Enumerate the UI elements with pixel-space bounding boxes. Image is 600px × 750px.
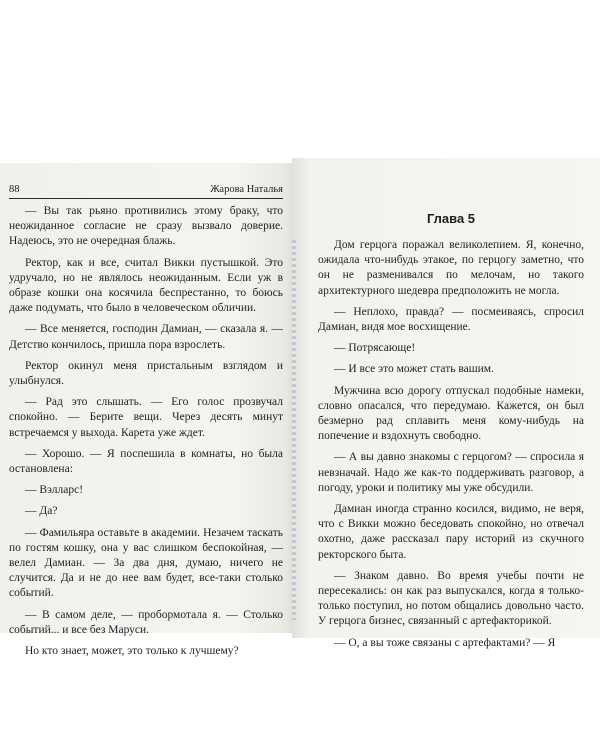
paragraph: — И все это может стать вашим. — [334, 363, 494, 376]
paragraph: — Вэлларс! — [25, 484, 84, 497]
paragraph: Но кто знает, может, это только к лучшему? — [25, 645, 239, 658]
paragraph: — Потрясающе! — [334, 342, 416, 355]
paragraph: — Рад это слышать. — Его голос прозвучал спокойно. — Берите вещи. Через десять минут встречаемся у выхода. Карета уже ждет. — [9, 396, 283, 439]
paragraph: — О, а вы тоже связаны с артефактами? — Я — [334, 636, 556, 649]
paragraph: — В самом деле, — пробормотала я. — Столько событий... и все без Маруси. — [9, 608, 283, 636]
running-head-author: Жарова Наталья — [210, 184, 283, 195]
paragraph: — А вы давно знакомы с герцогом? — спросила я невзначай. Надо же как-то поддерживать разговор, а погоду, уроки и политику мы уже обсудили. — [318, 451, 584, 494]
book-spine — [292, 240, 296, 620]
page-number: 88 — [9, 184, 20, 195]
chapter-title: Глава 5 — [426, 211, 476, 226]
paragraph: Ректор окинул меня пристальным взглядом и улыбнулся. — [9, 359, 283, 388]
right-page-text — [318, 238, 584, 657]
paragraph: Мужчина всю дорогу отпускал подобные намеки, словно опасался, что передумаю. Кажется, он был безмерно рад сплавить меня кому-нибудь на попечение и вздохнуть свободно. — [318, 384, 584, 443]
paragraph: — Хорошо. — Я поспешила в комнаты, но была остановлена: — [9, 447, 283, 476]
left-page-text — [9, 204, 283, 665]
paragraph: — Фамильяра оставьте в академии. Незачем таскать по гостям кошку, она у вас слишком беспокойная, — велел Дамиан. — За два дня, думаю, ничего не случится. Да и не до нее вам будет, все-таки столько событий. — [9, 526, 283, 600]
paragraph: Дамиан иногда странно косился, видимо, не веря, что с Викки можно беседовать спокойно, но отвечал охотно, даже рассказал пару историй из скучного ректорского быта. — [318, 503, 584, 561]
paragraph: Дом герцога поражал великолепием. Я, конечно, ожидала что-нибудь этакое, по герцогу заметно, что он не разменивался по мелочам, но такого архитектурного шедевра предположить не могла. — [318, 239, 584, 297]
paragraph: Ректор, как и все, считал Викки пустышкой. Это удручало, но не являлось неожиданным. Если уж в образе кошки она косячила беспрестанно, то боюсь даже подумать, что было в человеческом обличии. — [9, 256, 283, 315]
running-head — [9, 183, 283, 197]
paragraph: — Вы так рьяно противились этому браку, что неожиданное согласие не сразу вызвало доверие. Надеюсь, это не очередная блажь. — [9, 205, 283, 248]
paragraph: — Неплохо, правда? — посмеиваясь, спросил Дамиан, видя мое восхищение. — [318, 305, 584, 334]
paragraph: — Все меняется, господин Дамиан, — сказала я. — Детство кончилось, пришла пора взрослеть. — [9, 323, 283, 351]
paragraph: — Да? — [25, 505, 58, 518]
running-head-rule — [9, 198, 283, 199]
paragraph: — Знаком давно. Во время учебы почти не пересекались: он как раз выпускался, когда я только-только поступил, но потом общались довольно часто. У герцога бизнес, связанный с артефакторикой. — [318, 569, 584, 628]
